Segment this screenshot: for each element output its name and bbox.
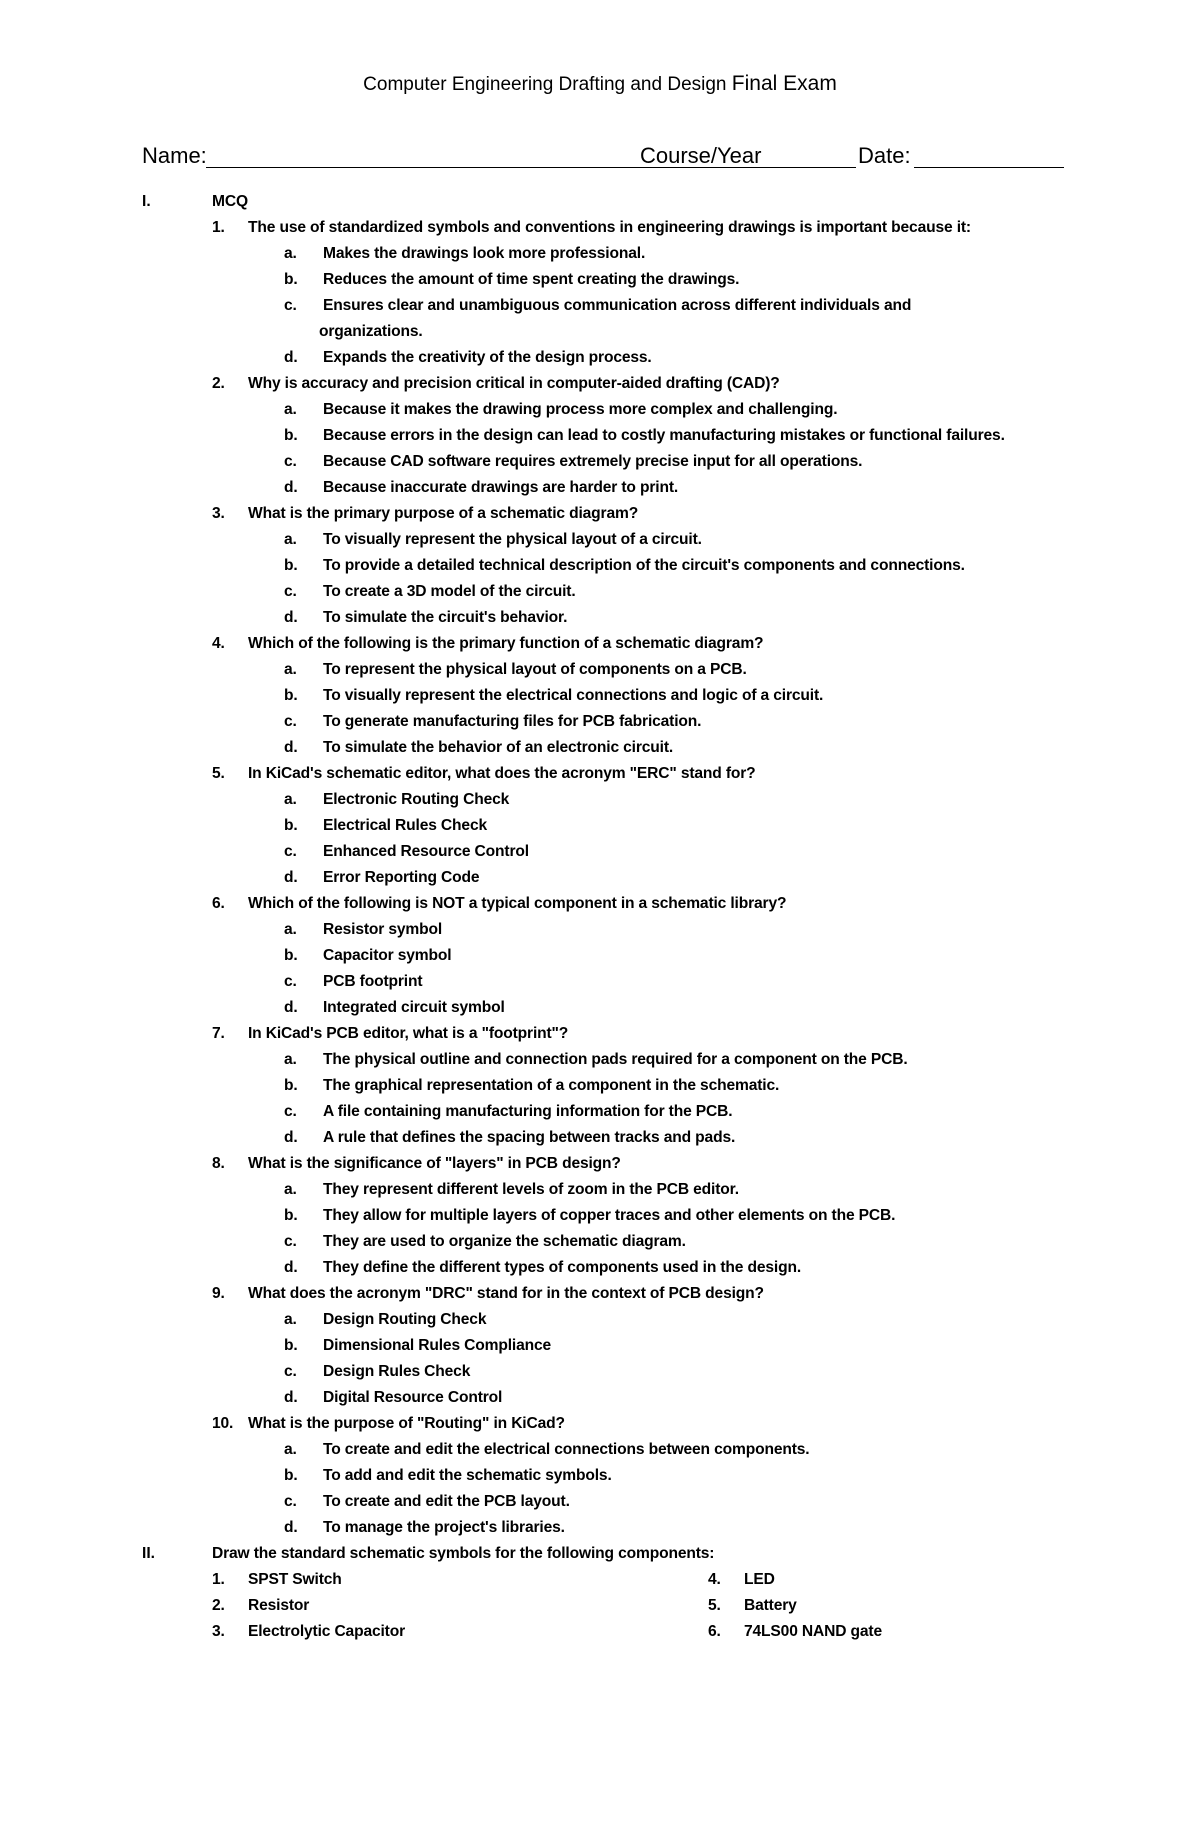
choice-text: To represent the physical layout of components on a PCB. [323,661,747,678]
choice-letter: a. [284,531,297,548]
question-number: 4. [212,635,225,652]
date-blank-line [914,167,1064,168]
choice-letter: c. [284,1103,297,1120]
choice-letter: a. [284,791,297,808]
section-numeral: II. [142,1545,155,1562]
question-text: Why is accuracy and precision critical in computer-aided drafting (CAD)? [248,375,780,392]
choice-letter: a. [284,1441,297,1458]
choice-letter: b. [284,271,298,288]
choice-text: A file containing manufacturing information for the PCB. [323,1103,733,1120]
section-heading: MCQ [212,193,248,210]
choice-text: Electrical Rules Check [323,817,487,834]
choice-letter: d. [284,349,298,366]
choice-text: To create and edit the electrical connections between components. [323,1441,810,1458]
choice-letter: d. [284,999,298,1016]
choice-letter: b. [284,947,298,964]
choice-letter: b. [284,1337,298,1354]
exam-title-main: Computer Engineering Drafting and Design [363,74,732,95]
choice-text: Makes the drawings look more professional. [323,245,646,262]
exam-title-emphasis: Final Exam [731,72,837,95]
choice-letter: a. [284,1051,297,1068]
choice-letter: a. [284,1311,297,1328]
choice-letter: d. [284,1519,298,1536]
choice-text: Resistor symbol [323,921,443,938]
component-number: 2. [212,1597,225,1614]
choice-text: Error Reporting Code [323,869,480,886]
header-fields [142,143,1072,171]
question-text: The use of standardized symbols and conventions in engineering drawings is important because it: [248,219,971,236]
component-name: Resistor [248,1597,310,1614]
choice-text: The physical outline and connection pads required for a component on the PCB. [323,1051,908,1068]
choice-letter: b. [284,817,298,834]
choice-letter: c. [284,1363,297,1380]
choice-letter: c. [284,583,297,600]
question-text: Which of the following is NOT a typical component in a schematic library? [248,895,787,912]
choice-letter: d. [284,739,298,756]
component-number: 3. [212,1623,225,1640]
question-text: In KiCad's schematic editor, what does the acronym "ERC" stand for? [248,765,756,782]
choice-letter: b. [284,427,298,444]
choice-letter: c. [284,453,297,470]
choice-text: To add and edit the schematic symbols. [323,1467,612,1484]
choice-letter: a. [284,401,297,418]
choice-text: To visually represent the physical layout of a circuit. [323,531,702,548]
choice-text: Design Routing Check [323,1311,487,1328]
choice-text: Digital Resource Control [323,1389,503,1406]
choice-text: Because inaccurate drawings are harder to print. [323,479,679,496]
choice-text: Because CAD software requires extremely precise input for all operations. [323,453,863,470]
choice-letter: c. [284,713,297,730]
choice-letter: b. [284,1467,298,1484]
section-numeral: I. [142,193,151,210]
question-text: In KiCad's PCB editor, what is a "footprint"? [248,1025,569,1042]
choice-text: Electronic Routing Check [323,791,510,808]
choice-text: The graphical representation of a component in the schematic. [323,1077,780,1094]
choice-text: To generate manufacturing files for PCB fabrication. [323,713,702,730]
question-number: 5. [212,765,225,782]
choice-text: Expands the creativity of the design process. [323,349,652,366]
choice-letter: c. [284,843,297,860]
component-number: 4. [708,1571,721,1588]
choice-text: To provide a detailed technical description of the circuit's components and connections. [323,557,965,574]
exam-title [0,72,1200,96]
course-year-label: Course/Year [640,143,762,168]
choice-letter: b. [284,557,298,574]
choice-letter: b. [284,687,298,704]
course-year-blank-line [756,167,856,168]
question-number: 7. [212,1025,225,1042]
component-number: 6. [708,1623,721,1640]
choice-text: Enhanced Resource Control [323,843,529,860]
question-text: What does the acronym "DRC" stand for in the context of PCB design? [248,1285,764,1302]
choice-letter: b. [284,1207,298,1224]
choice-text-continuation: organizations. [319,323,423,340]
question-text: What is the primary purpose of a schematic diagram? [248,505,639,522]
choice-letter: c. [284,1493,297,1510]
choice-letter: a. [284,661,297,678]
choice-text: To create a 3D model of the circuit. [323,583,576,600]
choice-letter: d. [284,1389,298,1406]
component-number: 1. [212,1571,225,1588]
question-number: 10. [212,1415,234,1432]
choice-text: Dimensional Rules Compliance [323,1337,552,1354]
question-number: 1. [212,219,225,236]
component-number: 5. [708,1597,721,1614]
choice-letter: d. [284,1259,298,1276]
component-name: Battery [744,1597,797,1614]
choice-text: PCB footprint [323,973,423,990]
choice-text: Ensures clear and unambiguous communication across different individuals and [323,297,912,314]
component-name: Electrolytic Capacitor [248,1623,406,1640]
choice-text: To simulate the circuit's behavior. [323,609,568,626]
name-label: Name: [142,143,207,168]
choice-text: Reduces the amount of time spent creating the drawings. [323,271,740,288]
question-number: 8. [212,1155,225,1172]
choice-text: They define the different types of components used in the design. [323,1259,802,1276]
question-number: 2. [212,375,225,392]
choice-text: To simulate the behavior of an electronic circuit. [323,739,674,756]
section-heading: Draw the standard schematic symbols for the following components: [212,1545,715,1562]
choice-letter: c. [284,297,297,314]
choice-letter: d. [284,609,298,626]
choice-text: They allow for multiple layers of copper traces and other elements on the PCB. [323,1207,896,1224]
choice-text: To visually represent the electrical connections and logic of a circuit. [323,687,824,704]
choice-letter: a. [284,921,297,938]
choice-text: Capacitor symbol [323,947,452,964]
question-number: 3. [212,505,225,522]
question-number: 6. [212,895,225,912]
choice-text: A rule that defines the spacing between tracks and pads. [323,1129,736,1146]
choice-letter: d. [284,479,298,496]
choice-text: Design Rules Check [323,1363,471,1380]
choice-text: They represent different levels of zoom in the PCB editor. [323,1181,739,1198]
component-name: 74LS00 NAND gate [744,1623,882,1640]
question-text: What is the purpose of "Routing" in KiCad? [248,1415,565,1432]
choice-letter: c. [284,1233,297,1250]
component-name: LED [744,1571,775,1588]
choice-letter: d. [284,1129,298,1146]
choice-letter: c. [284,973,297,990]
choice-text: Because it makes the drawing process more complex and challenging. [323,401,838,418]
question-text: What is the significance of "layers" in PCB design? [248,1155,621,1172]
choice-letter: b. [284,1077,298,1094]
choice-letter: a. [284,1181,297,1198]
choice-text: Because errors in the design can lead to costly manufacturing mistakes or functional failures. [323,427,1005,444]
component-name: SPST Switch [248,1571,342,1588]
question-number: 9. [212,1285,225,1302]
choice-text: To create and edit the PCB layout. [323,1493,570,1510]
question-text: Which of the following is the primary function of a schematic diagram? [248,635,764,652]
choice-text: To manage the project's libraries. [323,1519,565,1536]
choice-letter: d. [284,869,298,886]
choice-letter: a. [284,245,297,262]
choice-text: Integrated circuit symbol [323,999,505,1016]
date-label: Date: [858,143,911,168]
choice-text: They are used to organize the schematic diagram. [323,1233,686,1250]
